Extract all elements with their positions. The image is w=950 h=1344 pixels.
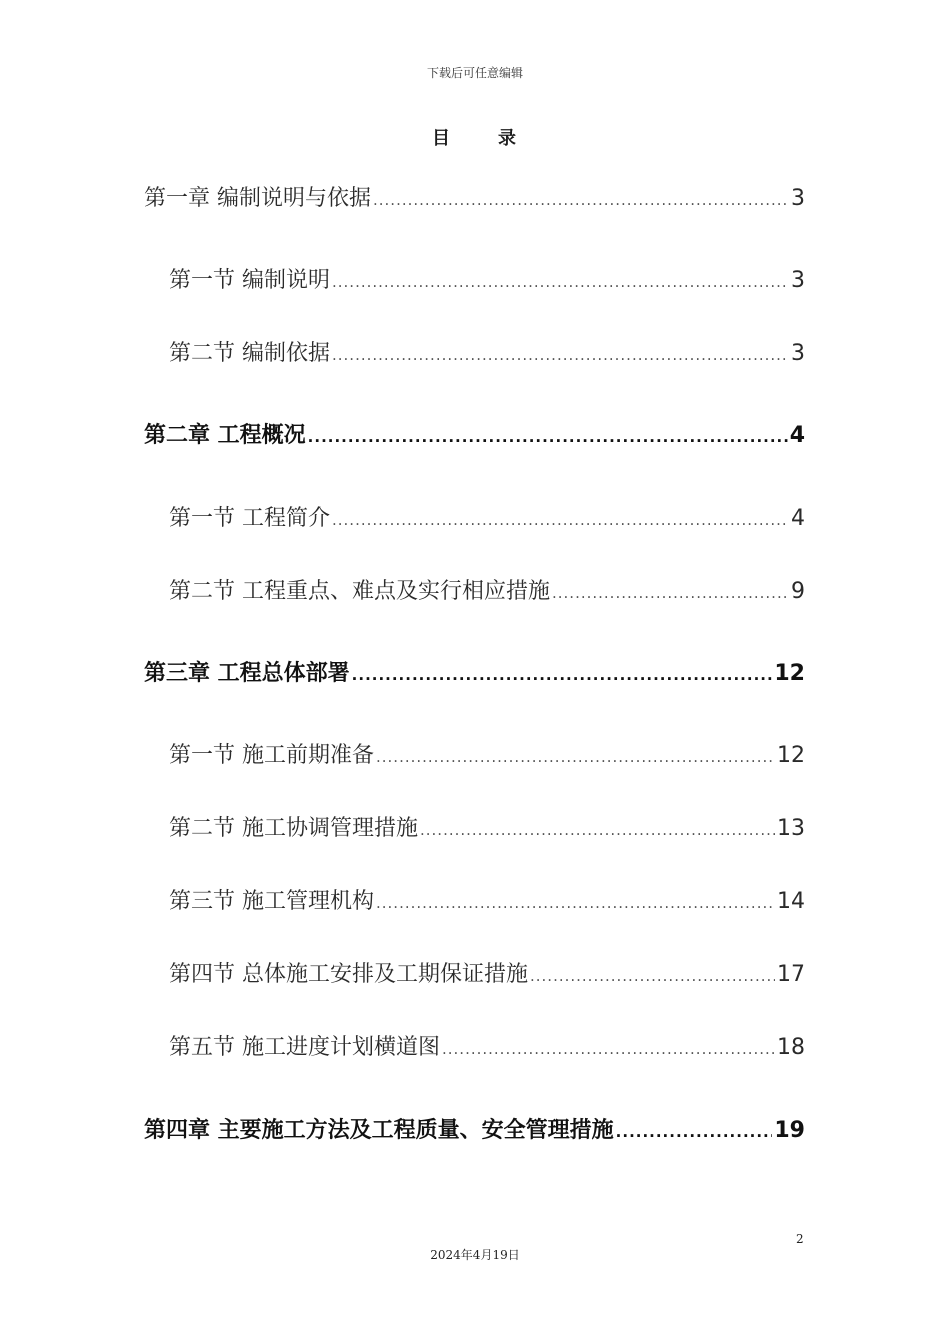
toc-leader-dots bbox=[530, 961, 775, 991]
toc-leader-dots bbox=[552, 578, 789, 608]
toc-leader-dots bbox=[332, 505, 789, 535]
toc-entry-section-2-2[interactable] bbox=[169, 577, 805, 608]
toc-entry-label: 第二章 工程概况 bbox=[144, 423, 306, 448]
toc-entry-section-1-2[interactable] bbox=[169, 339, 805, 370]
footer-date: 2024年4月19日 bbox=[430, 1248, 520, 1262]
toc-entry-page: 3 bbox=[791, 268, 805, 293]
toc-leader-dots bbox=[442, 1034, 775, 1064]
toc-entry-section-2-1[interactable] bbox=[169, 504, 805, 535]
toc-entry-page: 3 bbox=[791, 186, 805, 211]
toc-entry-label: 第一节 编制说明 bbox=[169, 268, 330, 293]
toc-entry-label: 第三节 施工管理机构 bbox=[169, 889, 374, 914]
toc-entry-section-1-1[interactable] bbox=[169, 266, 805, 297]
page-header: 下载后可任意编辑 bbox=[426, 66, 523, 80]
toc-entry-page: 18 bbox=[777, 1035, 805, 1060]
toc-entry-page: 19 bbox=[774, 1118, 805, 1143]
toc-entry-page: 17 bbox=[777, 962, 805, 987]
toc-leader-dots bbox=[420, 815, 775, 845]
toc-entry-chapter-2[interactable] bbox=[144, 421, 805, 452]
toc-entry-page: 13 bbox=[777, 816, 805, 841]
toc-entry-label: 第二节 施工协调管理措施 bbox=[169, 816, 418, 841]
toc-entry-page: 3 bbox=[791, 341, 805, 366]
toc-entry-page: 4 bbox=[791, 506, 805, 531]
toc-entry-chapter-4[interactable] bbox=[144, 1116, 805, 1147]
toc-entry-label: 第二节 工程重点、难点及实行相应措施 bbox=[169, 579, 550, 604]
toc-title-left: 目 bbox=[432, 128, 452, 149]
toc-entry-page: 9 bbox=[791, 579, 805, 604]
toc-entry-section-3-4[interactable] bbox=[169, 960, 805, 991]
page-number: 2 bbox=[796, 1232, 804, 1246]
toc-title bbox=[0, 124, 950, 150]
toc-entry-label: 第五节 施工进度计划横道图 bbox=[169, 1035, 440, 1060]
toc-entry-section-3-2[interactable] bbox=[169, 814, 805, 845]
toc-entry-label: 第四节 总体施工安排及工期保证措施 bbox=[169, 962, 528, 987]
toc-entry-label: 第一节 工程简介 bbox=[169, 506, 330, 531]
toc-entry-label: 第一节 施工前期准备 bbox=[169, 743, 374, 768]
toc-entry-page: 12 bbox=[774, 661, 805, 686]
toc-entry-label: 第一章 编制说明与依据 bbox=[144, 186, 371, 211]
toc-entry-section-3-1[interactable] bbox=[169, 741, 805, 772]
toc-title-right: 录 bbox=[498, 128, 518, 149]
toc-leader-dots bbox=[308, 422, 788, 452]
toc-entry-page: 4 bbox=[789, 423, 805, 448]
toc-entry-chapter-1[interactable] bbox=[144, 184, 805, 215]
toc-leader-dots bbox=[376, 888, 775, 918]
toc-entry-chapter-3[interactable] bbox=[144, 659, 805, 690]
toc-entry-section-3-5[interactable] bbox=[169, 1033, 805, 1064]
toc-leader-dots bbox=[616, 1117, 773, 1147]
toc-entry-section-3-3[interactable] bbox=[169, 887, 805, 918]
toc-entry-page: 14 bbox=[777, 889, 805, 914]
toc-entry-page: 12 bbox=[777, 743, 805, 768]
toc-entry-label: 第四章 主要施工方法及工程质量、安全管理措施 bbox=[144, 1118, 614, 1143]
toc-leader-dots bbox=[352, 660, 773, 690]
toc-entry-label: 第三章 工程总体部署 bbox=[144, 661, 350, 686]
toc-leader-dots bbox=[332, 340, 789, 370]
toc-entry-label: 第二节 编制依据 bbox=[169, 341, 330, 366]
toc-leader-dots bbox=[376, 742, 775, 772]
toc-leader-dots bbox=[332, 267, 789, 297]
toc-leader-dots bbox=[373, 185, 789, 215]
